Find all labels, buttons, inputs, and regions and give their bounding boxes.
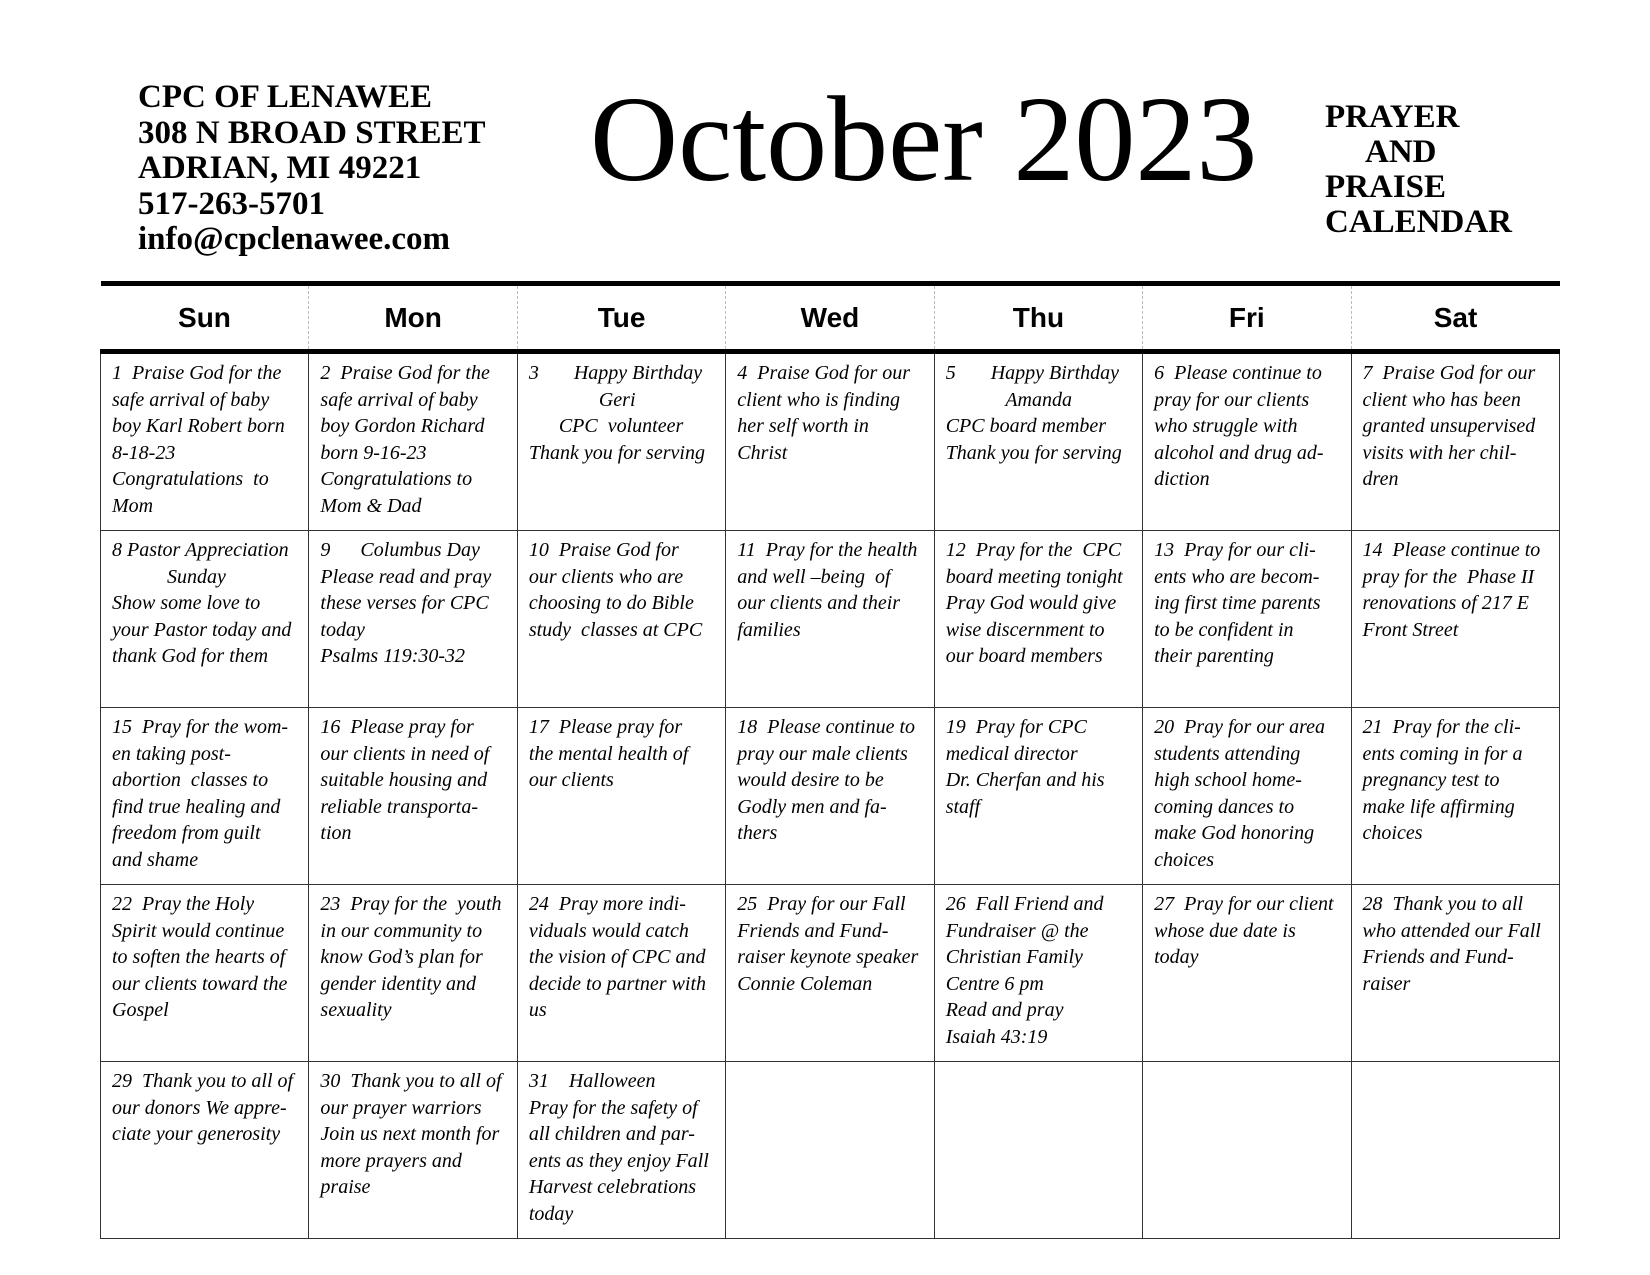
day-note bbox=[946, 537, 1138, 670]
empty-day-cell bbox=[1143, 1062, 1351, 1239]
day-note bbox=[320, 537, 512, 670]
day-note-line: our clients in need of bbox=[320, 742, 490, 765]
day-note-line: praise bbox=[320, 1176, 371, 1198]
week-row bbox=[101, 708, 1560, 885]
day-note-line: 2 Praise God for the bbox=[320, 362, 490, 384]
day-note-line: safe arrival of baby bbox=[320, 388, 478, 411]
day-cell bbox=[101, 1062, 309, 1239]
day-note-line: the vision of CPC and bbox=[528, 946, 706, 968]
day-note-line: 21 Pray for the cli- bbox=[1362, 716, 1521, 738]
day-note-line: study classes at CPC bbox=[528, 618, 703, 641]
day-note-line: 28 Thank you to all bbox=[1362, 893, 1524, 915]
day-note-line: make life affirming bbox=[1362, 795, 1515, 818]
day-note-line: Geri bbox=[528, 388, 636, 411]
day-note-line: Friends and Fund- bbox=[737, 919, 889, 942]
day-note-line: pray for our clients bbox=[1154, 388, 1310, 411]
day-note-line: alcohol and drug ad- bbox=[1154, 441, 1324, 464]
day-note-line: 6 Please continue to bbox=[1154, 362, 1322, 384]
day-cell bbox=[1143, 885, 1351, 1062]
day-note bbox=[946, 360, 1138, 466]
day-cell bbox=[934, 531, 1142, 708]
day-cell bbox=[934, 352, 1142, 531]
day-note-line: born 9-16-23 bbox=[320, 441, 427, 464]
day-note bbox=[112, 360, 304, 519]
day-note-line: Centre 6 pm bbox=[945, 972, 1044, 995]
day-cell bbox=[1143, 352, 1351, 531]
day-cell bbox=[517, 1062, 725, 1239]
day-note-line: 22 Pray the Holy bbox=[112, 893, 255, 915]
weekday-header: Tue bbox=[517, 284, 725, 352]
day-cell bbox=[726, 708, 934, 885]
day-note-line: raiser bbox=[1362, 972, 1411, 995]
day-note-line: 7 Praise God for our bbox=[1362, 362, 1536, 384]
day-note-line: gender identity and bbox=[320, 972, 476, 995]
day-note bbox=[1363, 891, 1555, 997]
day-note-line: reliable transporta- bbox=[320, 795, 479, 818]
day-note-line: 29 Thank you to all of bbox=[112, 1070, 294, 1092]
day-note-line: Congratulations to bbox=[112, 468, 269, 490]
day-note-line: 26 Fall Friend and bbox=[945, 893, 1104, 915]
day-note bbox=[737, 537, 929, 643]
day-note-line: your Pastor today and bbox=[112, 618, 292, 641]
day-cell bbox=[1351, 531, 1559, 708]
day-cell bbox=[101, 885, 309, 1062]
day-note-line: wise discernment to bbox=[945, 618, 1105, 641]
day-note-line: today bbox=[1154, 946, 1199, 968]
day-note bbox=[737, 714, 929, 847]
day-note bbox=[1154, 537, 1346, 670]
day-note-line: pray for the Phase II bbox=[1362, 565, 1535, 588]
day-cell bbox=[1351, 885, 1559, 1062]
day-cell bbox=[726, 531, 934, 708]
day-note-line: more prayers and bbox=[320, 1149, 462, 1172]
calendar-subtitle bbox=[1325, 100, 1512, 240]
weekday-header: Sat bbox=[1351, 284, 1559, 352]
day-note-line: in our community to bbox=[320, 919, 483, 942]
day-note-line: 12 Pray for the CPC bbox=[945, 539, 1122, 561]
day-note-line: whose due date is bbox=[1154, 919, 1296, 942]
day-note-line: today bbox=[528, 1202, 574, 1225]
day-note bbox=[1363, 537, 1555, 643]
subtitle-line-3: PRAISE bbox=[1325, 169, 1447, 205]
day-note bbox=[529, 714, 721, 794]
day-note-line: 1 Praise God for the bbox=[112, 362, 282, 384]
day-note-line: boy Karl Robert born bbox=[112, 415, 285, 437]
weekday-header: Fri bbox=[1143, 284, 1351, 352]
day-note-line: sexuality bbox=[320, 999, 392, 1021]
day-note-line: Thank you for serving bbox=[528, 441, 705, 464]
day-note-line: make God honoring bbox=[1154, 822, 1315, 844]
weekday-header: Wed bbox=[726, 284, 934, 352]
day-note-line: us bbox=[528, 999, 547, 1021]
day-cell bbox=[101, 531, 309, 708]
day-note-line: 11 Pray for the health bbox=[737, 539, 918, 561]
day-note-line: who struggle with bbox=[1154, 415, 1298, 437]
day-note-line: and well –being of bbox=[737, 565, 891, 588]
day-note-line: board meeting tonight bbox=[945, 565, 1123, 588]
calendar-body bbox=[101, 352, 1560, 1239]
day-note bbox=[1154, 714, 1346, 873]
day-note-line: 4 Praise God for our bbox=[737, 362, 911, 384]
org-street: 308 N BROAD STREET bbox=[138, 114, 486, 151]
day-note-line: today bbox=[320, 618, 365, 641]
day-note-line: Psalms 119:30-32 bbox=[320, 645, 466, 667]
day-note-line: 10 Praise God for bbox=[528, 539, 679, 561]
day-cell bbox=[517, 885, 725, 1062]
day-note-line: thers bbox=[737, 822, 778, 844]
day-note bbox=[320, 1068, 512, 1201]
day-note-line: Pray for the safety of bbox=[528, 1096, 698, 1119]
day-note-line: our clients toward the bbox=[112, 972, 288, 995]
day-note-line: pray our male clients bbox=[737, 742, 908, 765]
day-note-line: thank God for them bbox=[112, 645, 269, 667]
day-note bbox=[320, 714, 512, 847]
day-note-line: client who has been bbox=[1362, 388, 1521, 411]
day-note-line: dren bbox=[1362, 468, 1399, 490]
day-note-line: safe arrival of baby bbox=[112, 388, 270, 411]
day-note-line: students attending bbox=[1154, 742, 1301, 765]
day-note-line: Friends and Fund- bbox=[1362, 946, 1514, 968]
day-note-line: 3 Happy Birthday bbox=[528, 362, 703, 384]
week-row bbox=[101, 352, 1560, 531]
day-note-line: Christ bbox=[737, 441, 788, 464]
day-note-line: 27 Pray for our client bbox=[1154, 893, 1334, 915]
day-note bbox=[737, 891, 929, 997]
day-note-line: Fundraiser @ the bbox=[945, 919, 1089, 942]
day-note-line: CPC board member bbox=[945, 415, 1107, 437]
day-note-line: 5 Happy Birthday bbox=[945, 362, 1119, 384]
day-note-line: 13 Pray for our cli- bbox=[1154, 539, 1316, 561]
day-note-line: 30 Thank you to all of bbox=[320, 1070, 502, 1092]
day-note-line: client who is finding bbox=[737, 388, 901, 411]
day-note bbox=[112, 714, 304, 873]
day-cell bbox=[309, 531, 517, 708]
subtitle-line-2: AND bbox=[1365, 134, 1437, 170]
day-note bbox=[1154, 891, 1346, 971]
day-note-line: Connie Coleman bbox=[737, 972, 873, 995]
day-note-line: Dr. Cherfan and his bbox=[945, 769, 1105, 791]
day-note-line: Join us next month for bbox=[320, 1123, 500, 1145]
day-note-line: freedom from guilt bbox=[112, 822, 261, 844]
day-note-line: tion bbox=[320, 822, 352, 844]
day-note-line: these verses for CPC bbox=[320, 592, 489, 614]
day-note-line: Godly men and fa- bbox=[737, 795, 887, 818]
day-note-line: our donors We appre- bbox=[112, 1096, 287, 1119]
day-note-line: would desire to be bbox=[737, 769, 884, 791]
day-cell bbox=[309, 352, 517, 531]
day-note-line: Spirit would continue bbox=[112, 919, 285, 942]
day-note-line: Read and pray bbox=[945, 999, 1064, 1021]
day-note bbox=[1154, 360, 1346, 493]
day-note-line: find true healing and bbox=[112, 795, 281, 818]
day-note-line: our clients and their bbox=[737, 592, 901, 614]
day-note-line: staff bbox=[945, 795, 981, 818]
day-note-line: to soften the hearts of bbox=[112, 946, 286, 968]
day-note-line: 8-18-23 bbox=[112, 441, 176, 464]
day-note-line: 15 Pray for the wom- bbox=[112, 716, 289, 738]
day-note-line: choosing to do Bible bbox=[528, 592, 694, 614]
day-note-line: Gospel bbox=[112, 999, 169, 1021]
day-note-line: viduals would catch bbox=[528, 919, 689, 942]
day-cell bbox=[517, 352, 725, 531]
day-note-line: Congratulations to bbox=[320, 468, 473, 490]
day-note-line: 20 Pray for our area bbox=[1154, 716, 1326, 738]
day-note-line: 17 Please pray for bbox=[528, 716, 683, 738]
day-cell bbox=[309, 885, 517, 1062]
day-note-line: choices bbox=[1154, 848, 1215, 871]
day-note-line: 25 Pray for our Fall bbox=[737, 893, 906, 915]
day-note-line: raiser keynote speaker bbox=[737, 946, 919, 968]
org-phone: 517-263-5701 bbox=[138, 185, 325, 222]
day-note bbox=[1363, 714, 1555, 847]
day-note-line: suitable housing and bbox=[320, 769, 488, 791]
day-note-line: 18 Please continue to bbox=[737, 716, 915, 738]
day-cell bbox=[726, 352, 934, 531]
day-note-line: who attended our Fall bbox=[1362, 919, 1541, 942]
subtitle-line-1: PRAYER bbox=[1325, 99, 1460, 135]
day-cell bbox=[1143, 531, 1351, 708]
day-note-line: 8 Pastor Appreciation bbox=[112, 539, 289, 561]
weekday-header: Thu bbox=[934, 284, 1142, 352]
day-note bbox=[737, 360, 929, 466]
day-note-line: our clients who are bbox=[528, 565, 684, 588]
day-cell bbox=[934, 708, 1142, 885]
day-note-line: Mom bbox=[112, 494, 154, 517]
day-note-line: Sunday bbox=[112, 565, 226, 588]
day-note-line: choices bbox=[1362, 822, 1423, 844]
day-cell bbox=[726, 885, 934, 1062]
day-cell bbox=[309, 1062, 517, 1239]
day-note-line: and shame bbox=[112, 848, 199, 871]
day-note bbox=[112, 537, 304, 670]
day-cell bbox=[517, 708, 725, 885]
day-note-line: our clients bbox=[528, 769, 614, 791]
day-cell bbox=[101, 352, 309, 531]
day-note bbox=[529, 360, 721, 466]
day-note-line: ents as they enjoy Fall bbox=[528, 1149, 709, 1172]
day-note-line: 24 Pray more indi- bbox=[528, 893, 686, 915]
day-note bbox=[320, 891, 512, 1024]
day-note bbox=[529, 1068, 721, 1227]
day-note-line: their parenting bbox=[1154, 645, 1274, 667]
day-note-line: Please read and pray bbox=[320, 565, 492, 588]
day-note-line: 31 Halloween bbox=[528, 1070, 656, 1092]
day-note bbox=[320, 360, 512, 519]
empty-day-cell bbox=[934, 1062, 1142, 1239]
day-note-line: to be confident in bbox=[1154, 618, 1294, 641]
week-row bbox=[101, 885, 1560, 1062]
empty-day-cell bbox=[1351, 1062, 1559, 1239]
weekday-header-row bbox=[101, 284, 1560, 352]
subtitle-line-4: CALENDAR bbox=[1325, 204, 1513, 240]
day-cell bbox=[934, 885, 1142, 1062]
week-row bbox=[101, 531, 1560, 708]
day-note bbox=[1363, 360, 1555, 493]
day-note-line: Harvest celebrations bbox=[528, 1176, 697, 1198]
day-cell bbox=[1351, 352, 1559, 531]
day-note-line: all children and par- bbox=[528, 1123, 695, 1145]
day-note-line: 19 Pray for CPC bbox=[945, 716, 1087, 738]
week-row bbox=[101, 1062, 1560, 1239]
empty-day-cell bbox=[726, 1062, 934, 1239]
day-note bbox=[112, 891, 304, 1024]
day-note-line: 23 Pray for the youth bbox=[320, 893, 502, 915]
day-note-line: coming dances to bbox=[1154, 795, 1295, 818]
day-note-line: boy Gordon Richard bbox=[320, 415, 485, 437]
calendar-grid bbox=[100, 281, 1560, 1239]
day-note-line: know God’s plan for bbox=[320, 946, 483, 968]
day-note-line: high school home- bbox=[1154, 769, 1302, 791]
day-note-line: Pray God would give bbox=[945, 592, 1117, 614]
day-note-line: 14 Please continue to bbox=[1362, 539, 1541, 561]
day-note-line: ents who are becom- bbox=[1154, 565, 1320, 588]
day-note-line: granted unsupervised bbox=[1362, 415, 1536, 437]
day-note-line: abortion classes to bbox=[112, 769, 269, 791]
day-note-line: Front Street bbox=[1362, 618, 1459, 641]
day-note-line: decide to partner with bbox=[528, 972, 707, 995]
day-note-line: CPC volunteer bbox=[528, 415, 684, 437]
day-note-line: the mental health of bbox=[528, 742, 689, 765]
day-note-line: Thank you for serving bbox=[945, 441, 1122, 464]
day-note bbox=[112, 1068, 304, 1148]
day-note-line: ing first time parents bbox=[1154, 592, 1321, 614]
day-note-line: renovations of 217 E bbox=[1362, 592, 1529, 614]
day-note bbox=[529, 891, 721, 1024]
day-note bbox=[529, 537, 721, 643]
day-note-line: Christian Family bbox=[945, 946, 1083, 968]
day-note-line: our board members bbox=[945, 645, 1103, 667]
day-cell bbox=[1351, 708, 1559, 885]
day-note bbox=[946, 891, 1138, 1050]
org-email: info@cpclenawee.com bbox=[138, 221, 451, 257]
weekday-header: Sun bbox=[101, 284, 309, 352]
day-note-line: Isaiah 43:19 bbox=[945, 1025, 1048, 1048]
day-note-line: Amanda bbox=[945, 388, 1072, 411]
day-cell bbox=[101, 708, 309, 885]
day-note bbox=[946, 714, 1138, 820]
day-note-line: en taking post- bbox=[112, 742, 231, 765]
day-note-line: 9 Columbus Day bbox=[320, 539, 480, 561]
org-name: CPC OF LENAWEE bbox=[138, 79, 432, 115]
day-note-line: her self worth in bbox=[737, 415, 869, 437]
day-note-line: diction bbox=[1154, 468, 1210, 490]
day-note-line: visits with her chil- bbox=[1362, 441, 1517, 464]
day-cell bbox=[309, 708, 517, 885]
day-note-line: ciate your generosity bbox=[112, 1123, 281, 1145]
day-note-line: 16 Please pray for bbox=[320, 716, 474, 738]
day-note-line: ents coming in for a bbox=[1362, 742, 1523, 765]
day-note-line: pregnancy test to bbox=[1362, 769, 1500, 791]
calendar-title: October 2023 bbox=[590, 72, 1258, 207]
day-cell bbox=[1143, 708, 1351, 885]
org-city: ADRIAN, MI 49221 bbox=[138, 150, 422, 186]
day-cell bbox=[517, 531, 725, 708]
day-note-line: medical director bbox=[945, 742, 1078, 765]
day-note-line: Mom & Dad bbox=[320, 494, 422, 517]
day-note-line: families bbox=[737, 618, 801, 641]
weekday-header: Mon bbox=[309, 284, 517, 352]
day-note-line: Show some love to bbox=[112, 592, 261, 614]
organization-header bbox=[138, 80, 485, 258]
day-note-line: our prayer warriors bbox=[320, 1096, 482, 1119]
